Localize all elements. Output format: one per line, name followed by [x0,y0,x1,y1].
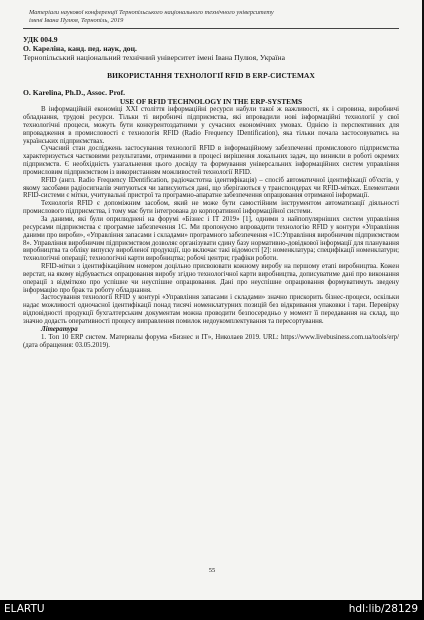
paragraph: За даними, які були оприлюднені на форумі «Бізнес і IT 2019» [1], одними з найпопулярніших систем управління ресурсами підприємства є програмне забезпечення 1С. Ми пропонуємо впровадити технологію RFID у контури «Управління даними про вироби», «Управління запасами і складами» програмного забезпечення «1С:Управління виробничим підприємством 8». Управління виробничим підприємством дозволяє організувати єдину базу нормативно-довідкової інформації для планування виробництва та обліку випуску виробленої продукції, що включає такі відомості [2]: номенклатура; специфікації номенклатури; технологічні операції; технологічні карти виробництва; робочі центри; графіки роботи. [23,216,399,263]
header-line-1: Матеріали наукової конференції Тернопільського національного технічного університету [29,9,274,16]
header-line-2: імені Івана Пулюя, Тернопіль, 2019 [29,16,124,24]
article-body [23,106,399,326]
page-number: 55 [208,567,216,574]
udk-code: УДК 004.9 [23,35,58,45]
paragraph: В інформаційній економіці XXI століття інформаційні ресурси набули такої ж важливості, як і сировина, виробничі обладнання, трудові ресурси. Тільки ті виробничі підприємства, які впровадили нові інформаційні технології у свої технологічні процеси, можуть бути конкурентоздатними у сучасних економічних умовах. Однією із перспективних для впровадження в промисловості є технологія RFID (Radio Frequency IDentification), яка тільки почала застосовуватись на українських підприємствах. [23,106,399,145]
author-ua: О. Кареліна, канд. пед. наук, доц. [23,44,137,54]
author-en: O. Karelina, Ph.D., Assoc. Prof. [23,88,126,98]
literature-heading: Література [41,325,78,333]
reference-item: 1. Топ 10 ERP систем. Материалы форума «Бизнес и IT», Николаев 2019. URL: https://www.livebusiness.com.ua/tools/erp/ (дата обращения: 03.05.2019). [23,333,399,349]
affiliation: Тернопільський національний технічний університет імені Івана Пулюя, Україна [23,53,285,63]
paragraph: Технологія RFID є допоміжним засобом, який не може бути самостійним інструментом автоматизації діяльності промислового підприємства, і тому має бути інтегрована до корпоративної інформаційної системи. [23,200,399,216]
viewer-footer-bar [0,600,424,620]
running-header [23,9,399,24]
paragraph: Сучасний стан досліджень застосування технології RFID в інформаційному забезпеченні промислового підприємства характеризується частковими результатами, отриманими в процесі вирішення локальних задач, що виникли в роботі окремих підприємств. Є необхідність узагальнення цього досвіду та формування універсальних інформаційних систем управління промисловим підприємством із використанням можливостей технології RFID. [23,145,399,176]
header-rule [23,28,399,29]
repository-label: ELARTU [4,603,45,615]
paragraph: RFID (англ. Radio Frequency IDentification, радіочастотна ідентифікація) – спосіб автоматичної ідентифікації об'єктів, у якому засобами радіосигналів зчитуються чи записуються дані, що зберігаються у транспондерах чи RFID-мітках. Елементами RFID-системи є мітки, учитувальні пристрої та програмно-апаратне забезпечення опрацювання отриманої інформації. [23,176,399,200]
paragraph: Застосування технології RFID у контурі «Управління запасами і складами» значно прискорить бізнес-процеси, оскільки надає можливості одночасної ідентифікації понад тисячі номенклатурних позицій без відкривання упаковки і тари. Перевірку відповідності продукції бухгалтерським документам можна проводити безпосередньо у момент її передавання на склад, що значно додасть оперативності процесу виправлення помилок недоукомплектування та пересортування. [23,294,399,325]
page-content [23,0,399,349]
title-en: USE OF RFID TECHNOLOGY IN THE ERP-SYSTEMS [119,96,303,106]
title-ua: ВИКОРИСТАННЯ ТЕХНОЛОГІЇ RFID В ERP-СИСТЕМАХ [107,71,315,81]
handle-label: hdl:lib/28129 [348,603,418,615]
paragraph: RFID-мітки з ідентифікаційним номером доцільно присвоювати кожному виробу на першому етапі виробництва. Кожен верстат, на якому відбувається опрацювання виробу згідно технологічної карти виробництва, дописуватиме дані про виконання операції з відміткою про успішне чи неуспішне опрацювання. Дані про неуспішне опрацювання формуватимуть зведену інформацію про брак та роботу обладнання. [23,263,399,294]
